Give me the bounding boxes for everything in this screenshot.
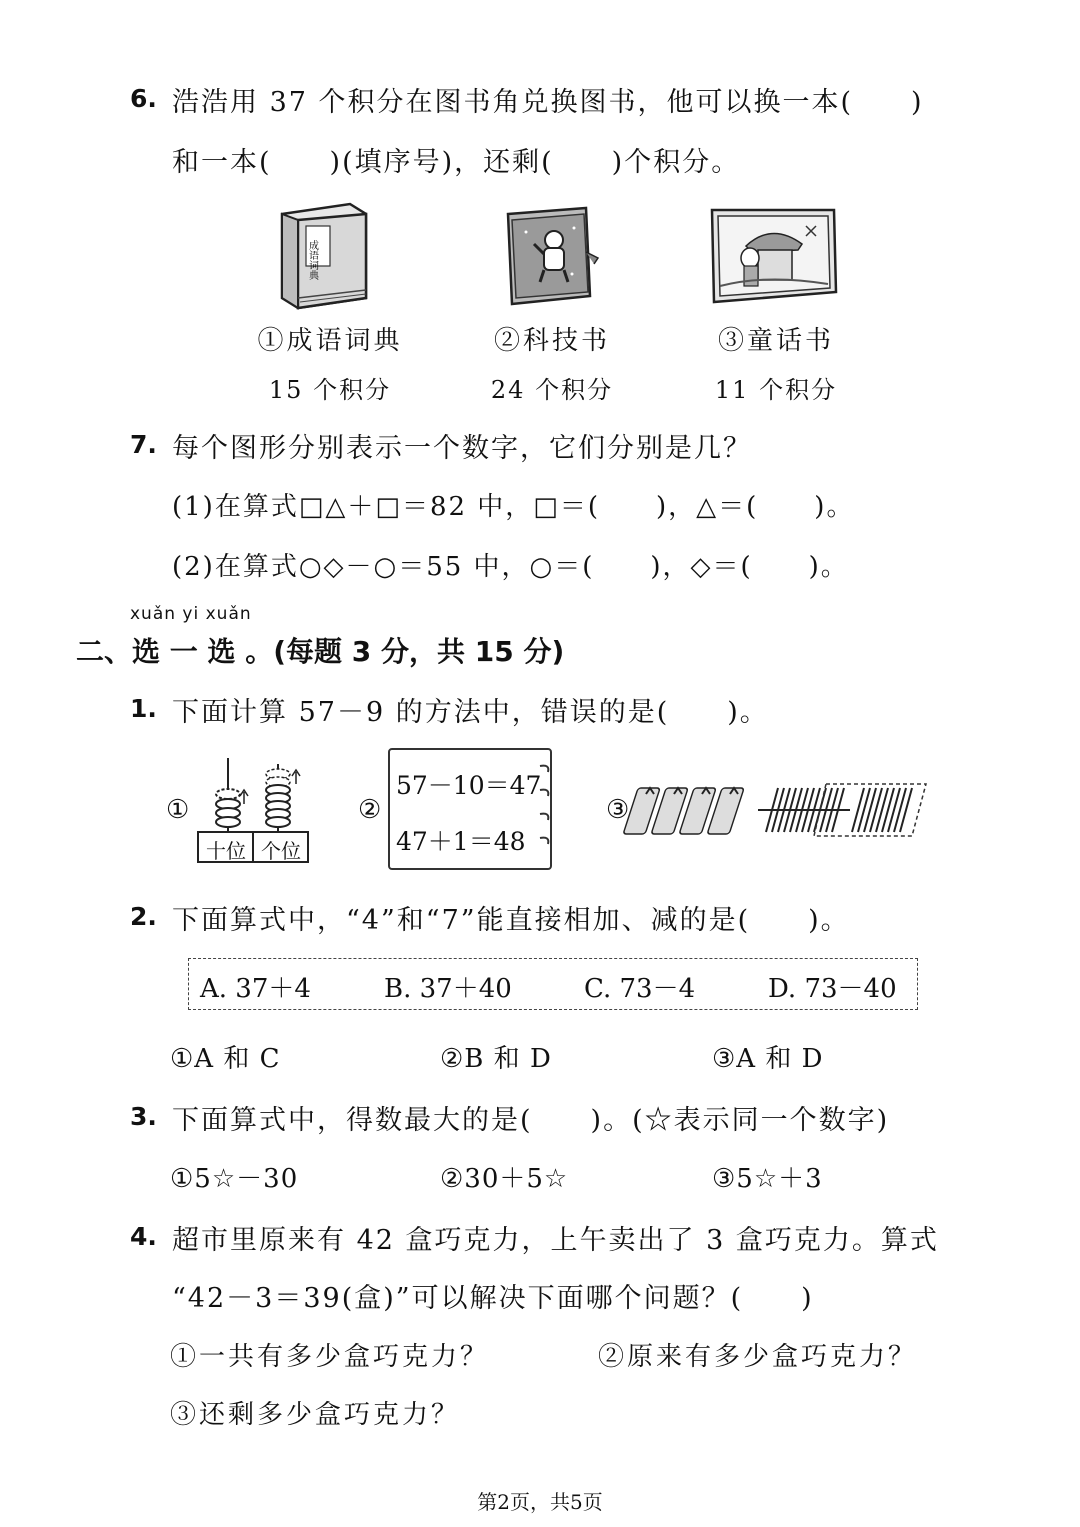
choice-1: ①5☆－30 [170, 1164, 299, 1194]
book-points: 11 个积分 [714, 376, 838, 404]
choice-3: ③还剩多少盒巧克力？ [170, 1400, 461, 1430]
choice-1: ①一共有多少盒巧克力？ [170, 1342, 490, 1372]
method-marker: ① [166, 795, 190, 825]
question-text-line-2: “42－3＝39(盒)”可以解决下面哪个问题？( ) [172, 1283, 814, 1314]
option-a: A. 37＋4 [200, 974, 311, 1004]
option-c: C. 73－4 [584, 974, 696, 1004]
question-number: 2. [130, 902, 157, 931]
science-book-illustration [500, 204, 610, 309]
abacus-ones-label: 个位 [261, 839, 301, 863]
question-text-line-1: 超市里原来有 42 盒巧克力，上午卖出了 3 盒巧克力。算式 [172, 1225, 939, 1256]
choice-2: ②30＋5☆ [440, 1164, 569, 1194]
method-marker: ③ [606, 795, 630, 825]
idiom-dictionary-book-illustration [270, 200, 380, 315]
option-d: D. 73－40 [768, 974, 897, 1004]
question-number: 4. [130, 1222, 157, 1251]
counting-sticks-illustration [636, 776, 931, 840]
option-b: B. 37＋40 [384, 974, 512, 1004]
book-points: 15 个积分 [268, 376, 392, 404]
sub-question-2: (2)在算式○◇－○＝55 中，○＝( )，◇＝( )。 [172, 552, 849, 582]
method-marker: ② [358, 795, 382, 825]
choice-2: ②B 和 D [440, 1044, 552, 1074]
section-title: 二、选 一 选 。(每题 3 分，共 15 分) [76, 635, 565, 668]
choice-3: ③5☆＋3 [712, 1164, 823, 1194]
question-text-line-1: 浩浩用 37 个积分在图书角兑换图书，他可以换一本( ) [172, 87, 924, 118]
sub-question-1: (1)在算式□△＋□＝82 中，□＝( )，△＝( )。 [172, 492, 855, 522]
question-number: 1. [130, 694, 157, 723]
abacus-tens-label: 十位 [206, 839, 246, 863]
choice-1: ①A 和 C [170, 1044, 281, 1074]
notepad-line-1: 57－10＝47 [396, 771, 542, 800]
question-text: 下面计算 57－9 的方法中，错误的是( )。 [172, 697, 769, 728]
dictionary-cover-text: 成语词典 [306, 240, 318, 280]
book-option-label: ③童话书 [717, 326, 834, 356]
choice-3: ③A 和 D [712, 1044, 824, 1074]
book-option-label: ①成语词典 [257, 326, 403, 356]
question-text: 下面算式中，“4”和“7”能直接相加、减的是( )。 [172, 905, 850, 936]
fairy-tale-book-illustration [706, 204, 841, 309]
question-text: 下面算式中，得数最大的是( )。(☆表示同一个数字) [172, 1105, 890, 1136]
book-points: 24 个积分 [490, 376, 614, 404]
question-number: 6. [130, 84, 157, 113]
choice-2: ②原来有多少盒巧克力？ [598, 1342, 918, 1372]
book-option-label: ②科技书 [493, 326, 610, 356]
section-pinyin: xuǎn yi xuǎn [130, 604, 252, 624]
question-text: 每个图形分别表示一个数字，它们分别是几？ [172, 433, 752, 464]
question-number: 7. [130, 430, 157, 459]
page-number-footer: 第2页，共5页 [477, 1490, 603, 1514]
question-number: 3. [130, 1102, 157, 1131]
question-text-line-2: 和一本( )(填序号)，还剩( )个积分。 [172, 147, 741, 178]
notepad-line-2: 47＋1＝48 [396, 827, 526, 856]
